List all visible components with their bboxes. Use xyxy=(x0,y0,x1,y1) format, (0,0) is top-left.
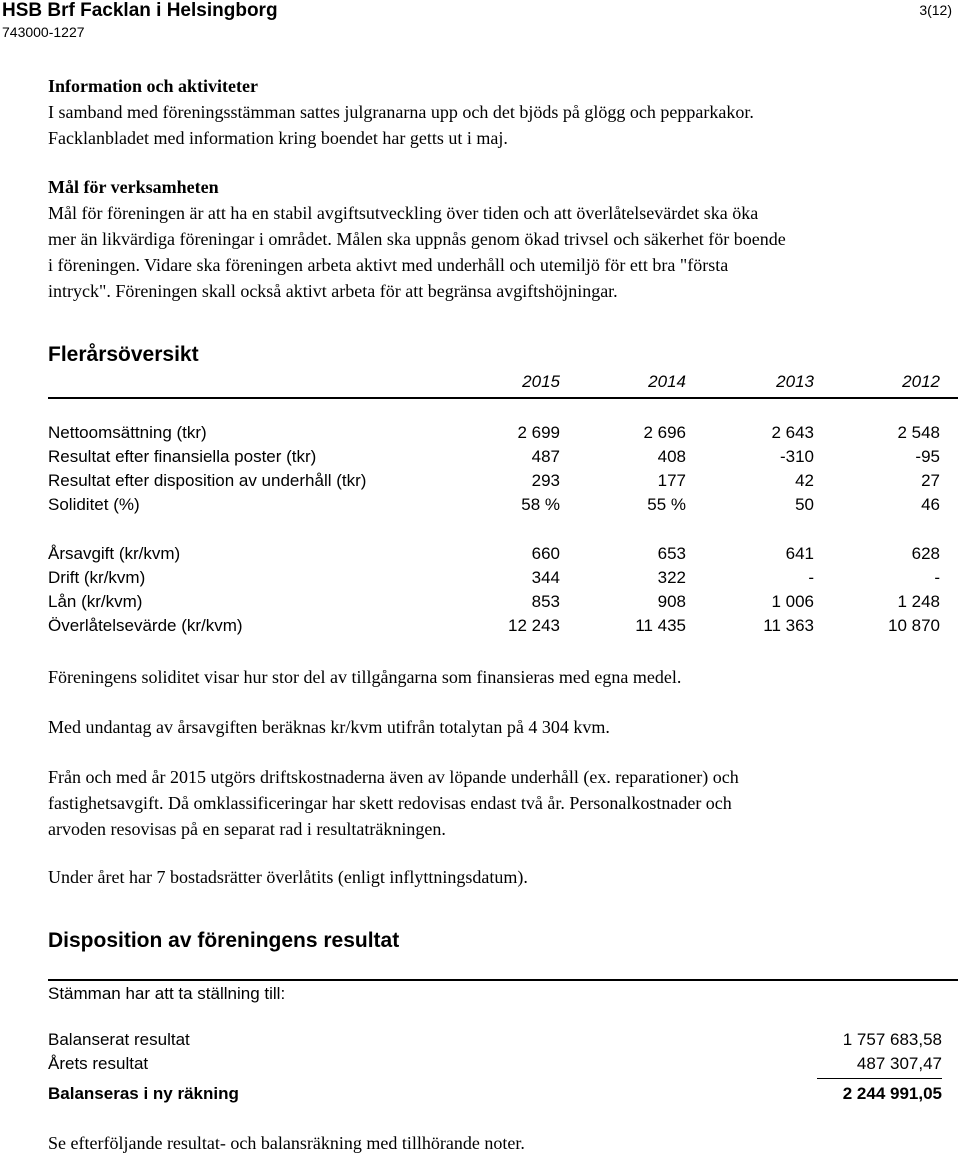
cell-value: 344 xyxy=(531,568,560,587)
cell-value: 908 xyxy=(657,592,686,611)
disposition-title: Disposition av föreningens resultat xyxy=(48,929,400,952)
year-header: 2012 xyxy=(902,372,940,391)
table-row xyxy=(48,423,948,447)
cell-value: 628 xyxy=(911,544,940,563)
note-transfers: Under året har 7 bostadsrätter överlåtits (enligt inflyttningsdatum). xyxy=(48,867,528,887)
disposition-subtitle xyxy=(48,984,942,1008)
disposition-row xyxy=(48,1054,942,1078)
table-row xyxy=(48,495,948,519)
cell-value: -95 xyxy=(915,447,940,466)
goals-line: mer än likvärdiga föreningar i området. Målen ska uppnås genom ökad trivsel och säkerhet för boende xyxy=(48,229,786,249)
note-line: Från och med år 2015 utgörs driftskostnaderna även av löpande underhåll (ex. reparationer) och xyxy=(48,767,739,787)
row-label: Soliditet (%) xyxy=(48,495,140,514)
page-number: 3(12) xyxy=(919,2,952,18)
goals-line: Mål för föreningen är att ha en stabil avgiftsutveckling över tiden och att överlåtelsevärdet ska öka xyxy=(48,203,759,223)
row-label: Årsavgift (kr/kvm) xyxy=(48,544,181,563)
total-amount: 2 244 991,05 xyxy=(842,1084,942,1103)
row-amount: 487 307,47 xyxy=(856,1054,942,1073)
cell-value: 46 xyxy=(921,495,940,514)
year-header: 2013 xyxy=(776,372,814,391)
info-line: I samband med föreningsstämman sattes julgranarna upp och det bjöds på glögg och pepparkakor. xyxy=(48,102,754,122)
cell-value: 55 % xyxy=(647,495,686,514)
cell-value: 408 xyxy=(657,447,686,466)
note-drift xyxy=(48,764,948,842)
cell-value: 660 xyxy=(531,544,560,563)
cell-value: 2 643 xyxy=(771,423,814,442)
organization-name: HSB Brf Facklan i Helsingborg xyxy=(2,0,278,21)
cell-value: 58 % xyxy=(521,495,560,514)
note-line: arvoden resovisas på en separat rad i resultaträkningen. xyxy=(48,819,446,839)
cell-value: 11 435 xyxy=(635,616,686,635)
table-row xyxy=(48,616,948,640)
cell-value: 1 248 xyxy=(897,592,940,611)
cell-value: 641 xyxy=(785,544,814,563)
goals-line: i föreningen. Vidare ska föreningen arbeta aktivt med underhåll och utemiljö för ett bra "första xyxy=(48,255,729,275)
cell-value: 1 006 xyxy=(771,592,814,611)
note-line: fastighetsavgift. Då omklassificeringar har skett redovisas endast två år. Personalkostnader och xyxy=(48,793,732,813)
organization-number: 743000-1227 xyxy=(2,24,85,40)
cell-value: 177 xyxy=(657,471,686,490)
cell-value: 487 xyxy=(531,447,560,466)
info-title: Information och aktiviteter xyxy=(48,76,258,96)
disposition-row xyxy=(48,1030,942,1054)
row-label: Drift (kr/kvm) xyxy=(48,568,146,587)
row-label: Balanserat resultat xyxy=(48,1030,190,1049)
year-header: 2015 xyxy=(522,372,560,391)
table-row xyxy=(48,568,948,592)
goals-section xyxy=(48,174,948,304)
cell-value: 2 699 xyxy=(517,423,560,442)
subtitle-text: Stämman har att ta ställning till: xyxy=(48,984,286,1003)
overview-title: Flerårsöversikt xyxy=(48,343,199,366)
cell-value: 42 xyxy=(795,471,814,490)
row-label: Årets resultat xyxy=(48,1054,149,1073)
row-label: Resultat efter finansiella poster (tkr) xyxy=(48,447,317,466)
total-label: Balanseras i ny räkning xyxy=(48,1084,239,1103)
cell-value: 2 548 xyxy=(897,423,940,442)
info-section xyxy=(48,73,948,151)
cell-value: 27 xyxy=(921,471,940,490)
cell-value: 50 xyxy=(795,495,814,514)
divider xyxy=(48,979,958,981)
disposition-footer: Se efterföljande resultat- och balansräkning med tillhörande noter. xyxy=(48,1133,525,1153)
cell-value: -310 xyxy=(779,447,814,466)
row-label: Resultat efter disposition av underhåll (tkr) xyxy=(48,471,367,490)
table-row xyxy=(48,592,948,616)
table-row xyxy=(48,471,948,495)
row-label: Överlåtelsevärde (kr/kvm) xyxy=(48,616,243,635)
cell-value: 653 xyxy=(657,544,686,563)
disposition-total-row xyxy=(48,1084,942,1108)
cell-value: 2 696 xyxy=(643,423,686,442)
row-amount: 1 757 683,58 xyxy=(842,1030,942,1049)
sum-underline xyxy=(817,1078,942,1079)
cell-value: 853 xyxy=(531,592,560,611)
info-line: Facklanbladet med information kring boendet har getts ut i maj. xyxy=(48,128,508,148)
cell-value: - xyxy=(934,568,940,587)
table-row xyxy=(48,447,948,471)
overview-years-header xyxy=(48,372,958,399)
row-label: Nettoomsättning (tkr) xyxy=(48,423,207,442)
note-kvm: Med undantag av årsavgiften beräknas kr/kvm utifrån totalytan på 4 304 kvm. xyxy=(48,717,610,737)
cell-value: - xyxy=(808,568,814,587)
table-row xyxy=(48,544,948,568)
goals-line: intryck". Föreningen skall också aktivt arbeta för att begränsa avgiftshöjningar. xyxy=(48,281,618,301)
cell-value: 11 363 xyxy=(763,616,814,635)
cell-value: 322 xyxy=(657,568,686,587)
goals-title: Mål för verksamheten xyxy=(48,177,219,197)
cell-value: 293 xyxy=(531,471,560,490)
year-header: 2014 xyxy=(648,372,686,391)
cell-value: 10 870 xyxy=(888,616,940,635)
note-soliditet: Föreningens soliditet visar hur stor del av tillgångarna som finansieras med egna medel. xyxy=(48,667,682,687)
cell-value: 12 243 xyxy=(508,616,560,635)
row-label: Lån (kr/kvm) xyxy=(48,592,143,611)
